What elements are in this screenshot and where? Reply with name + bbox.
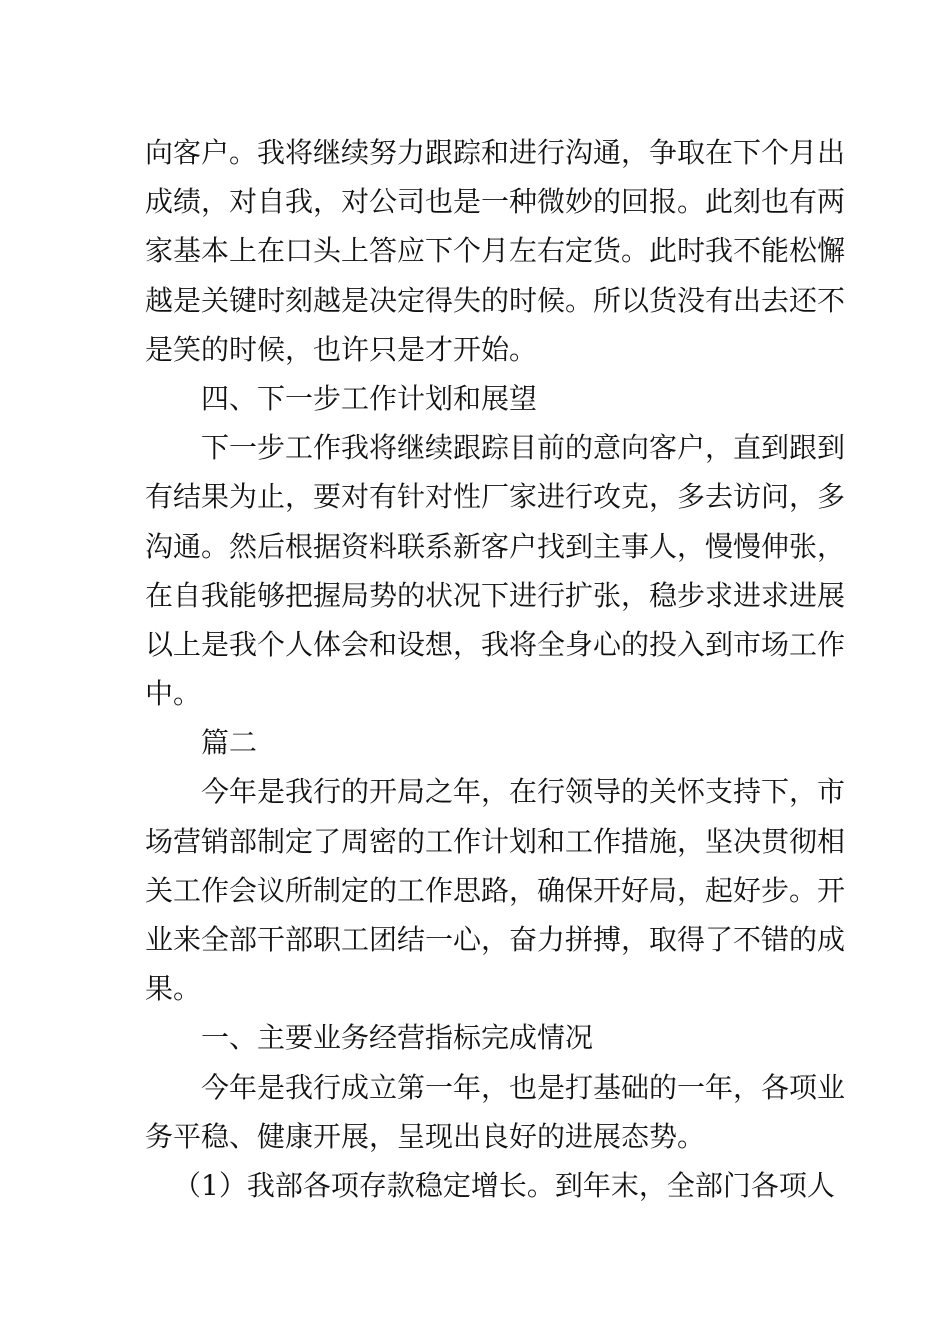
text-line: 果。 <box>145 972 202 1006</box>
text-line: （1）我部各项存款稳定增长。到年末，全部门各项人 <box>173 1168 835 1202</box>
text-line: 业来全部干部职工团结一心，奋力拼搏，取得了不错的成 <box>145 923 846 956</box>
text-line: 成绩，对自我，对公司也是一种微妙的回报。此刻也有两 <box>145 185 846 219</box>
text-line: 向客户。我将继续努力跟踪和进行沟通，争取在下个月出 <box>145 136 846 169</box>
text-line: 是笑的时候，也许只是才开始。 <box>145 332 538 366</box>
text-line: 中。 <box>145 677 202 711</box>
section-heading: 四、下一步工作计划和展望 <box>201 381 538 415</box>
text-line: 以上是我个人体会和设想，我将全身心的投入到市场工作 <box>145 627 846 661</box>
text-line: 家基本上在口头上答应下个月左右定货。此时我不能松懈 <box>145 234 846 268</box>
text-line: 有结果为止，要对有针对性厂家进行攻克，多去访问，多 <box>145 480 846 514</box>
section-heading: 篇二 <box>201 726 258 760</box>
text-line: 场营销部制定了周密的工作计划和工作措施，坚决贯彻相 <box>145 824 846 858</box>
text-line: 在自我能够把握局势的状况下进行扩张，稳步求进求进展 <box>145 578 846 612</box>
text-line: 关工作会议所制定的工作思路，确保开好局，起好步。开 <box>145 873 846 907</box>
section-heading: 一、主要业务经营指标完成情况 <box>201 1021 594 1055</box>
text-line: 越是关键时刻越是决定得失的时候。所以货没有出去还不 <box>145 283 846 317</box>
text-line: 今年是我行的开局之年，在行领导的关怀支持下，市 <box>201 775 846 809</box>
text-line: 下一步工作我将继续跟踪目前的意向客户，直到跟到 <box>201 431 846 465</box>
text-line: 务平稳、健康开展，呈现出良好的进展态势。 <box>145 1119 706 1153</box>
document-body <box>145 128 846 1210</box>
text-line: 今年是我行成立第一年，也是打基础的一年，各项业 <box>201 1070 846 1104</box>
text-line: 沟通。然后根据资料联系新客户找到主事人，慢慢伸张， <box>145 529 846 563</box>
